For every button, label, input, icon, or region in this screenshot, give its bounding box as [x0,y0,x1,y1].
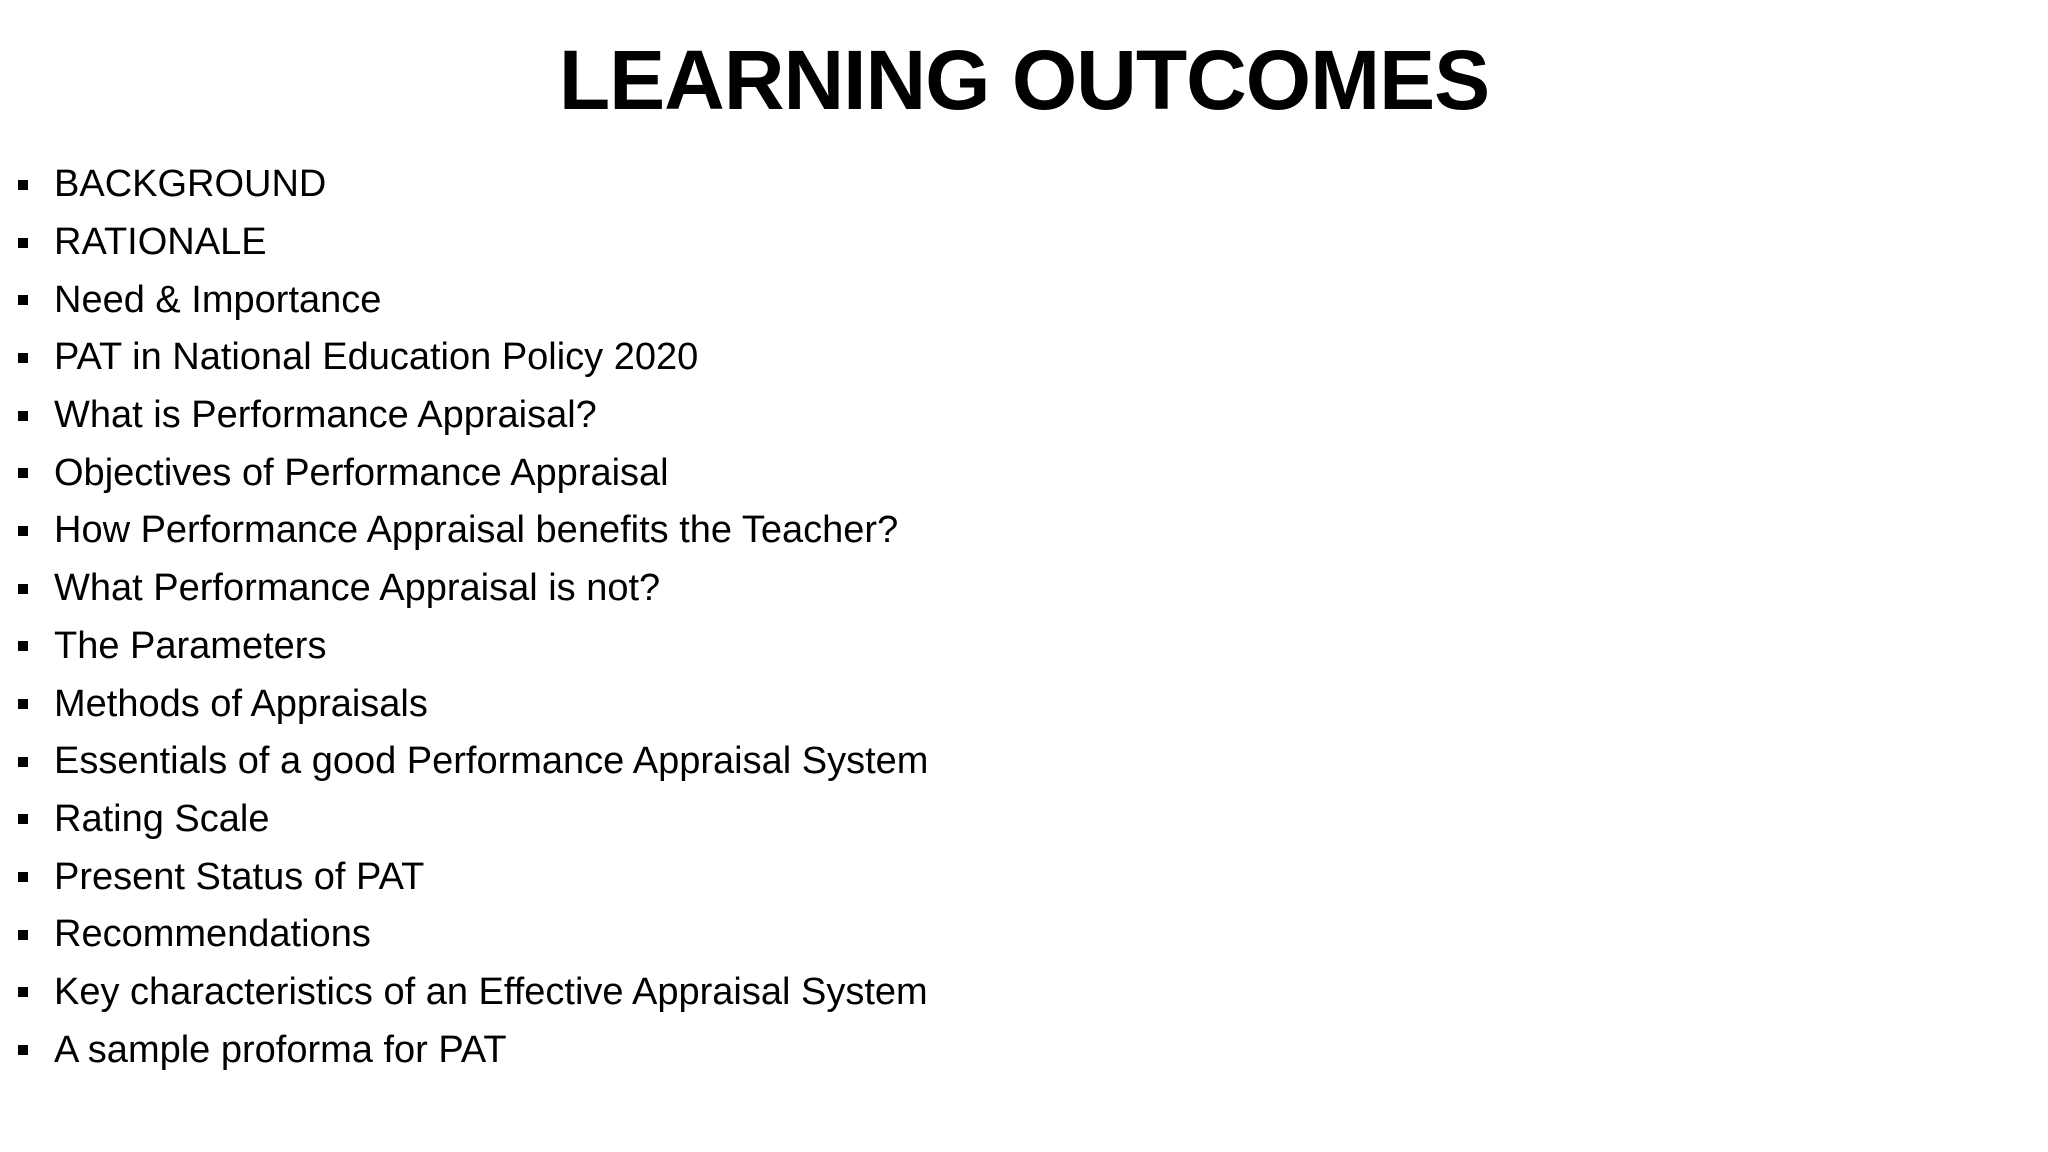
square-bullet-icon [18,641,28,651]
square-bullet-icon [18,814,28,824]
list-item [18,848,928,906]
list-item-label: Rating Scale [54,797,270,840]
square-bullet-icon [18,295,28,305]
list-item-label: Key characteristics of an Effective Appraisal System [54,970,928,1013]
square-bullet-icon [18,468,28,478]
square-bullet-icon [18,699,28,709]
list-item [18,733,928,791]
square-bullet-icon [18,526,28,536]
square-bullet-icon [18,353,28,363]
square-bullet-icon [18,757,28,767]
list-item-label: PAT in National Education Policy 2020 [54,336,699,379]
square-bullet-icon [18,411,28,421]
list-item-label: How Performance Appraisal benefits the Teacher? [54,509,899,552]
square-bullet-icon [18,872,28,882]
learning-outcomes-list [18,156,928,1079]
list-item-label: BACKGROUND [54,163,327,206]
list-item [18,1021,928,1079]
list-item-label: Need & Importance [54,278,382,321]
square-bullet-icon [18,987,28,997]
square-bullet-icon [18,1045,28,1055]
list-item-label: Recommendations [54,913,371,956]
list-item [18,502,928,560]
list-item [18,214,928,272]
square-bullet-icon [18,180,28,190]
list-item-label: Essentials of a good Performance Appraisal System [54,740,929,783]
list-item [18,444,928,502]
list-item [18,329,928,387]
list-item-label: Objectives of Performance Appraisal [54,451,669,494]
list-item-label: What is Performance Appraisal? [54,394,597,437]
list-item [18,675,928,733]
list-item [18,906,928,964]
list-item-label: Methods of Appraisals [54,682,428,725]
square-bullet-icon [18,238,28,248]
list-item [18,618,928,676]
list-item [18,156,928,214]
slide-title: LEARNING OUTCOMES [558,33,1490,127]
list-item-label: What Performance Appraisal is not? [54,567,661,610]
list-item [18,271,928,329]
square-bullet-icon [18,930,28,940]
list-item-label: Present Status of PAT [54,855,425,898]
list-item [18,560,928,618]
list-item [18,964,928,1022]
list-item-label: RATIONALE [54,221,267,264]
list-item-label: The Parameters [54,624,327,667]
list-item [18,791,928,849]
list-item [18,387,928,445]
list-item-label: A sample proforma for PAT [54,1028,507,1071]
square-bullet-icon [18,584,28,594]
